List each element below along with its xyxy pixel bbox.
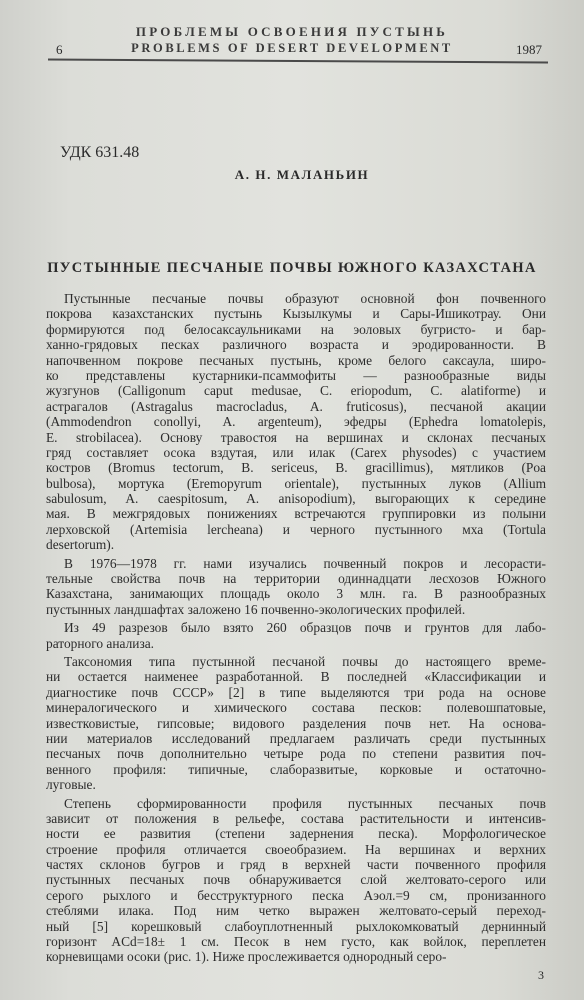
text-line: нии материалов исследований предлагаем различать среди пустынных (46, 730, 546, 746)
text-line: bulbosa), мортука (Eremopyrum orientale), пустынных луков (Allium (46, 475, 546, 491)
text-line: покрова казахстанских пустынь Кызылкумы и Сары-Ишикотрау. Они (46, 306, 546, 322)
text-line: раторного анализа. (46, 635, 155, 651)
text-line: ханно-грядовых песках различного возраста и эродированности. В (46, 337, 546, 353)
text-line: Таксономия типа пустынной песчаной почвы до настоящего време- (64, 653, 546, 669)
text-line: костров (Bromus tectorum, B. sericeus, B. gracillimus), мятликов (Poa (46, 460, 546, 476)
text-line: пустынных песчаных почв обнаруживается слой желтовато-серого или (46, 872, 546, 888)
text-line: E. strobilacea). Основу травостоя на вершинах и склонах песчаных (46, 429, 546, 445)
text-line: ко представлены кустарники-псаммофиты — разнообразные виды (46, 367, 546, 383)
text-line: зависит от положения в рельефе, состава растительности и интенсив- (46, 810, 546, 826)
page-number: 6 (56, 42, 63, 57)
text-line: пустынных ландшафтах заложено 16 почвенно-экологических профилей. (46, 601, 466, 617)
text-line: гряд составляет осока вздутая, или илак (Carex physodes) с участием (46, 444, 546, 460)
text-line: напочвенном покрове песчаных пустынь, кроме белого саксаула, широ- (46, 352, 546, 368)
text-line: жузгунов (Calligonum caput medusae, C. eriopodum, C. alatiforme) и (46, 383, 546, 399)
text-line: ни остается наименее разработанной. В последней «Классификации и (46, 669, 546, 685)
folio-number: 3 (538, 968, 544, 982)
journal-title-ru: ПРОБЛЕМЫ ОСВОЕНИЯ ПУСТЫНЬ (135, 24, 449, 39)
text-line: известковистые, гипсовые; видового разделения почв нет. На основа- (46, 715, 546, 731)
text-line: ности ее развития (степени задернения песка). Морфологическое (46, 826, 546, 842)
paragraph (46, 556, 546, 618)
text-line: частях склонов бугров и гряд в верхней части почвенного профиля (46, 857, 546, 873)
text-line: sabulosum, A. caespitosum, A. anisopodium), выгорающих к середине (46, 491, 546, 507)
text-line: луговые. (46, 777, 96, 793)
text-line: desertorum). (46, 537, 115, 553)
text-line: строение профиля отличается своеобразием. На вершинах и верхних (46, 841, 546, 857)
text-line: В 1976—1978 гг. нами изучались почвенный покров и лесорасти- (64, 555, 546, 571)
udk-code: УДК 631.48 (60, 144, 140, 161)
text-line: астрагалов (Astragalus macrocladus, A. fruticosus), песчаной акации (46, 398, 546, 414)
text-line: Казахстана, занимающих площадь около 3 млн. га. В разнообразных (46, 586, 546, 602)
text-line: минералогического и химического состава песков: полевошпатовые, (46, 700, 546, 716)
journal-title-en: PROBLEMS OF DESERT DEVELOPMENT (131, 41, 453, 55)
text-line: (Ammodendron conollyi, A. argenteum), эфедры (Ephedra lomatolepis, (46, 414, 546, 430)
text-line: лерховской (Artemisia lercheana) и черного пустынного мха (Tortula (46, 521, 546, 537)
text-line: мая. В межгрядовых понижениях встречаются группировки из полыни (46, 506, 546, 522)
paragraph (46, 620, 546, 651)
text-line: Пустынные песчаные почвы образуют основной фон почвенного (64, 291, 546, 306)
article-title: ПУСТЫННЫЕ ПЕСЧАНЫЕ ПОЧВЫ ЮЖНОГО КАЗАХСТАНА (47, 260, 537, 276)
text-line: песчаных почв дополнительно четыре рода по степени развития поч- (46, 746, 546, 762)
text-line: Степень сформированности профиля пустынных песчаных почв (64, 795, 546, 811)
paragraph (46, 291, 546, 553)
text-line: серого рыхлого и бесструктурного песка Аэол.=9 см, пронизанного (46, 887, 546, 903)
text-line: горизонт ACd=18± 1 см. Песок в нем густо, как войлок, переплетен (46, 934, 546, 950)
article-body (46, 291, 546, 966)
text-line: корневищами осоки (рис. 1). Ниже прослеживается однородный серо- (46, 949, 447, 965)
text-line: тельные свойства почв на территории одиннадцати лесхозов Южного (46, 571, 546, 587)
paragraph (46, 654, 546, 793)
issue-year: 1987 (516, 42, 542, 57)
text-line: формируются под белосаксаульниками на эоловых бугристо- и бар- (46, 321, 546, 337)
text-line: Из 49 разрезов было взято 260 образцов почв и грунтов для лабо- (64, 620, 546, 636)
paragraph (46, 796, 546, 965)
text-line: диагностике почв СССР» [2] в типе выделяются три рода на основе (46, 684, 546, 700)
text-line: стеблями илака. Под ним четко выражен желтовато-серый переход- (46, 903, 546, 919)
text-line: ный [5] корешковый слабоуплотненный рыхлокомковатый дернинный (46, 918, 546, 934)
text-line: венного профиля: типичные, слаборазвитые, корковые и остаточно- (46, 761, 546, 777)
author-name: А. Н. МАЛАНЬИН (234, 167, 370, 182)
